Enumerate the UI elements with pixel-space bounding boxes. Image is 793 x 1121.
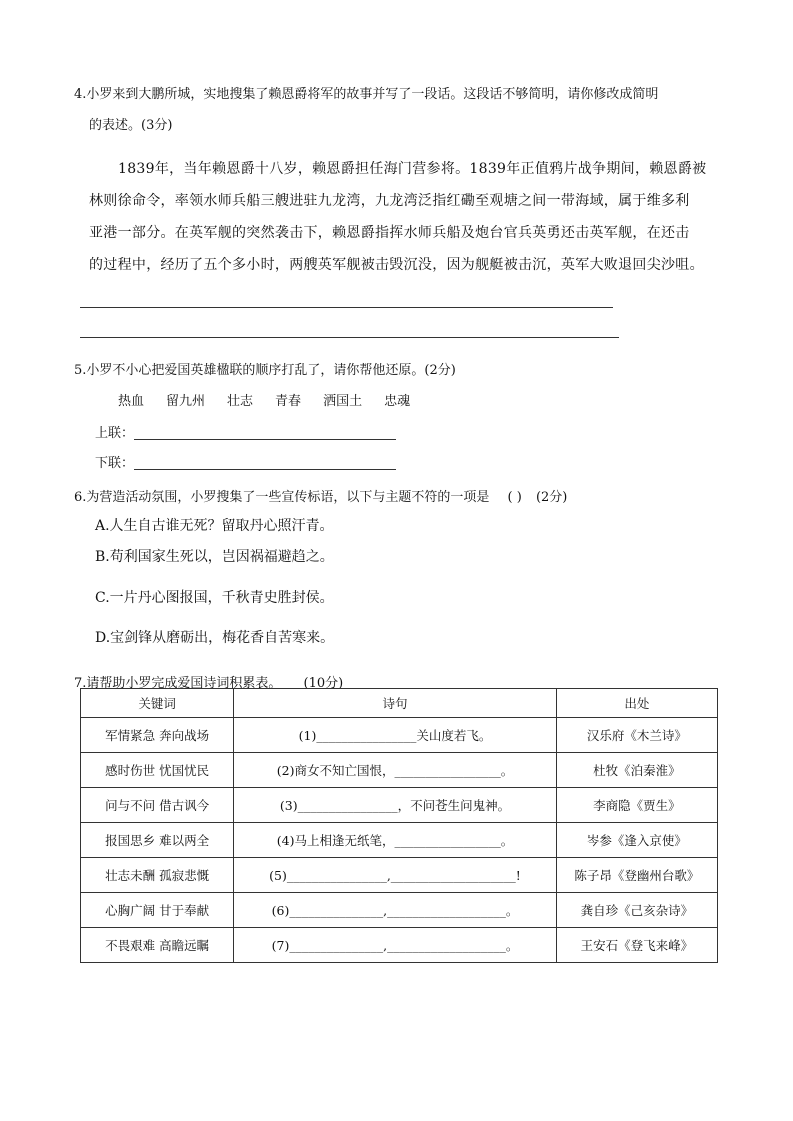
row-source: 陈子昂《登幽州台歌》 bbox=[556, 858, 717, 893]
q6-option-b: B.苟利国家生死以，岂因祸福避趋之。 bbox=[95, 549, 334, 565]
q5-lower-blank[interactable] bbox=[134, 455, 396, 470]
table-row bbox=[81, 718, 718, 753]
q4-prompt-line1: 4.小罗来到大鹏所城，实地搜集了赖恩爵将军的故事并写了一段话。这段话不够简明，请你修改成简明 bbox=[74, 87, 659, 102]
poem-table-header-row bbox=[81, 689, 718, 718]
row-verse-blank[interactable]: (6)_______________,___________________。 bbox=[234, 893, 557, 928]
row-source: 汉乐府《木兰诗》 bbox=[556, 718, 717, 753]
q6-option-d: D.宝剑锋从磨砺出，梅花香自苦寒来。 bbox=[95, 630, 335, 646]
row-keyword: 心胸广阔 甘于奉献 bbox=[81, 893, 234, 928]
row-source: 龚自珍《己亥杂诗》 bbox=[556, 893, 717, 928]
row-keyword: 军情紧急 奔向战场 bbox=[81, 718, 234, 753]
header-source: 出处 bbox=[556, 689, 717, 718]
q5-word: 青春 bbox=[275, 394, 302, 409]
q5-word: 热血 bbox=[118, 394, 145, 409]
row-keyword: 感时伤世 忧国忧民 bbox=[81, 753, 234, 788]
row-keyword: 不畏艰难 高瞻远瞩 bbox=[81, 928, 234, 963]
table-row bbox=[81, 928, 718, 963]
q5-word: 壮志 bbox=[227, 394, 254, 409]
q5-word: 留九州 bbox=[166, 394, 206, 409]
q5-word-list bbox=[118, 390, 432, 409]
q4-prompt-line2: 的表述。(3分) bbox=[89, 118, 173, 133]
table-row bbox=[81, 823, 718, 858]
row-verse-blank[interactable]: (3)________________，不问苍生问鬼神。 bbox=[234, 788, 557, 823]
row-source: 李商隐《贾生》 bbox=[556, 788, 717, 823]
q5-lower-label: 下联： bbox=[95, 456, 135, 471]
q5-word: 洒国土 bbox=[323, 394, 363, 409]
q6-title: 6.为营造活动氛围，小罗搜集了一些宣传标语，以下与主题不符的一项是 bbox=[74, 490, 490, 505]
q6-answer-paren[interactable]: ( ) bbox=[507, 490, 522, 505]
q5-word: 忠魂 bbox=[384, 394, 411, 409]
q6-option-a: A.人生自古谁无死？留取丹心照汗青。 bbox=[95, 518, 334, 534]
q6-option-c: C.一片丹心图报国，千秋青史胜封侯。 bbox=[95, 590, 334, 606]
q5-lower-row bbox=[95, 452, 396, 471]
q4-passage-line: 的过程中，经历了五个多小时，两艘英军舰被击毁沉没，因为舰艇被击沉，英军大败退回尖沙咀。 bbox=[89, 257, 704, 273]
row-keyword: 问与不问 借古讽今 bbox=[81, 788, 234, 823]
row-source: 岑参《逢入京使》 bbox=[556, 823, 717, 858]
q6-prompt bbox=[74, 486, 567, 505]
row-verse-blank[interactable]: (4)马上相逢无纸笔，_________________。 bbox=[234, 823, 557, 858]
table-row bbox=[81, 858, 718, 893]
q5-upper-blank[interactable] bbox=[134, 425, 396, 440]
table-row bbox=[81, 893, 718, 928]
row-verse-blank[interactable]: (1)________________关山度若飞。 bbox=[234, 718, 557, 753]
q4-passage-line: 林则徐命令，率领水师兵船三艘进驻九龙湾，九龙湾泛指红磡至观塘之间一带海域，属于维多利 bbox=[89, 193, 690, 209]
q5-prompt: 5.小罗不小心把爱国英雄楹联的顺序打乱了，请你帮他还原。(2分) bbox=[74, 363, 456, 378]
q5-upper-label: 上联： bbox=[95, 426, 135, 441]
q4-passage-line: 1839年，当年赖恩爵十八岁，赖恩爵担任海门营参将。1839年正值鸦片战争期间，赖恩爵被 bbox=[118, 161, 707, 177]
q4-answer-line-1[interactable] bbox=[80, 307, 613, 308]
row-verse-blank[interactable]: (2)商女不知亡国恨，_________________。 bbox=[234, 753, 557, 788]
q5-upper-row bbox=[95, 422, 396, 441]
row-verse-blank[interactable]: (7)_______________,___________________。 bbox=[234, 928, 557, 963]
q4-passage-line: 亚港一部分。在英军舰的突然袭击下，赖恩爵指挥水师兵船及炮台官兵英勇还击英军舰，在还击 bbox=[89, 225, 690, 241]
row-keyword: 报国思乡 难以两全 bbox=[81, 823, 234, 858]
table-row bbox=[81, 753, 718, 788]
row-source: 杜牧《泊秦淮》 bbox=[556, 753, 717, 788]
row-keyword: 壮志未酬 孤寂悲慨 bbox=[81, 858, 234, 893]
q4-answer-line-2[interactable] bbox=[80, 337, 619, 338]
q7-title: 7.请帮助小罗完成爱国诗词积累表。 bbox=[74, 676, 282, 691]
q6-score: (2分) bbox=[535, 490, 568, 505]
q7-score: (10分) bbox=[303, 676, 344, 691]
row-verse-blank[interactable]: (5)________________,____________________! bbox=[234, 858, 557, 893]
header-keyword: 关键词 bbox=[81, 689, 234, 718]
table-row bbox=[81, 788, 718, 823]
row-source: 王安石《登飞来峰》 bbox=[556, 928, 717, 963]
header-verse: 诗句 bbox=[234, 689, 557, 718]
poem-table bbox=[80, 688, 718, 963]
